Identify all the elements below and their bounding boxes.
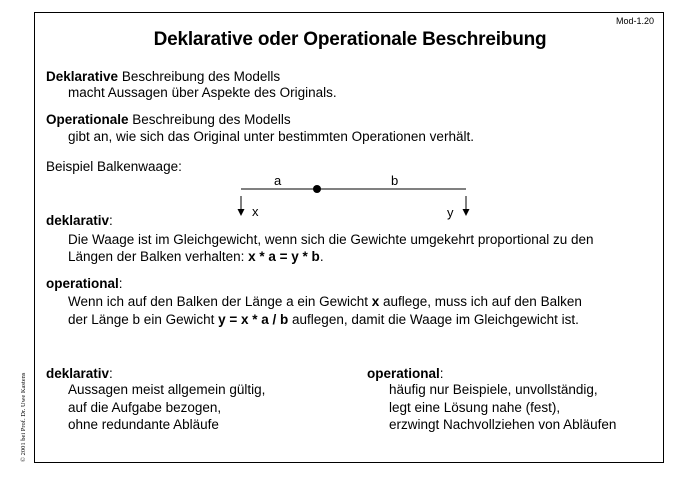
example-label: Beispiel Balkenwaage: [46,159,182,174]
def-declarative-rest: Beschreibung des Modells [118,69,281,84]
def-operational-text: gibt an, wie sich das Original unter bestimmten Operationen verhält. [68,129,474,144]
summary-right-line: häufig nur Beispiele, unvollständig, [389,382,598,397]
oper-example-line2-post: auflegen, damit die Waage im Gleichgewicht ist. [288,312,579,327]
dekl-example-heading [46,212,113,230]
oper-example-term: operational [46,276,119,291]
copyright-note: © 2001 bei Prof. Dr. Uwe Kastens [20,372,27,462]
summary-left-line: ohne redundante Abläufe [68,417,219,432]
oper-example-line1-pre: Wenn ich auf den Balken der Länge a ein Gewicht [68,294,372,309]
def-operational-rest: Beschreibung des Modells [128,112,291,127]
dekl-example-line1: Die Waage ist im Gleichgewicht, wenn sich die Gewichte umgekehrt proportional zu den [68,232,594,247]
summary-left-colon: : [109,366,113,381]
oper-example-colon: : [118,276,123,291]
dekl-example-line2-pre: Längen der Balken verhalten: [68,249,249,264]
slide-id: Mod-1.20 [615,16,654,26]
dekl-example-line2-post: . [319,249,324,264]
dekl-example-colon: : [109,213,113,228]
summary-left-line: Aussagen meist allgemein gültig, [68,382,266,397]
label-a: a [274,173,282,188]
summary-right-line: legt eine Lösung nahe (fest), [389,400,561,415]
summary-left-term: deklarativ [46,366,110,381]
arrow-x-icon [238,196,245,216]
arrow-y-icon [463,196,470,216]
page-title: Deklarative oder Operationale Beschreibung [153,29,547,50]
summary-right-term: operational [367,366,440,381]
oper-example-line2-pre: der Länge b ein Gewicht [68,312,219,327]
oper-example-line1-post: auflege, muss ich auf den Balken [379,294,582,309]
label-x: x [252,204,259,219]
oper-example-heading [46,275,123,293]
balance-pivot [313,185,321,193]
summary-left-line: auf die Aufgabe bezogen, [68,400,222,415]
dekl-example-term: deklarativ [46,213,110,228]
def-operational-term: Operationale [46,112,129,127]
oper-example-formula: y = x * a / b [218,312,289,327]
oper-example-line1 [68,293,582,311]
balance-diagram [230,168,480,224]
def-declarative-term: Deklarative [46,69,119,84]
oper-example-x: x [371,294,380,309]
def-operational-heading [46,111,291,129]
summary-right-colon: : [439,366,444,381]
label-y: y [447,205,454,220]
oper-example-line2 [68,311,579,329]
def-declarative-text: macht Aussagen über Aspekte des Originals. [68,85,337,100]
dekl-example-formula: x * a = y * b [248,249,320,264]
dekl-example-line2 [68,248,324,266]
summary-right-line: erzwingt Nachvollziehen von Abläufen [389,417,617,432]
label-b: b [391,173,399,188]
